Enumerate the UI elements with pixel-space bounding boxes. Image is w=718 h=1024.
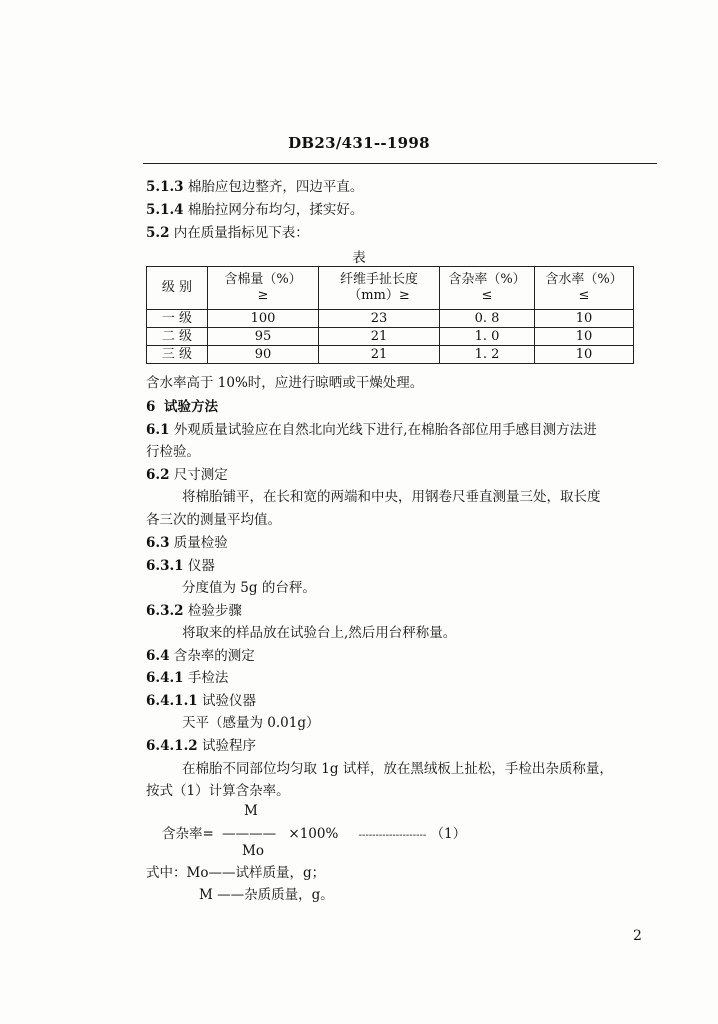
document-code: DB23/431--1998 [288, 134, 430, 152]
where-line-2: M ——杂质质量，g。 [199, 887, 334, 903]
clause-5-1-4 [146, 201, 363, 219]
clause-6-4-1: 6.4.1 手检法 [146, 670, 229, 686]
cell-grade: 一 级 [147, 310, 208, 328]
header-fiber-length: 纤维手扯长度 （mm）≥ [319, 267, 440, 310]
moisture-note: 含水率高于 10%时，应进行晾晒或干燥处理。 [146, 375, 424, 391]
cell-impurity: 1. 2 [440, 346, 535, 364]
where-line-1: 式中：Mo——试样质量，g； [146, 865, 326, 881]
clause-5-2 [146, 224, 309, 242]
clause-6-3-1: 6.3.1 仪器 [146, 558, 215, 574]
clause-6-1: 6.1 外观质量试验应在自然北向光线下进行,在棉胎各部位用手感目测方法进 [146, 422, 597, 438]
cell-length: 21 [319, 346, 440, 364]
header-moisture: 含水率（%） ≤ [535, 267, 634, 310]
cell-cotton: 100 [208, 310, 319, 328]
fraction-bar: ———— [222, 826, 277, 842]
header-cotton-content: 含棉量（%） ≥ [208, 267, 319, 310]
clause-text: 内在质量指标见下表： [173, 225, 309, 241]
cell-length: 21 [319, 328, 440, 346]
clause-6-4-1-2: 6.4.1.2 试验程序 [146, 738, 256, 754]
clause-6-2-text: 将棉胎铺平，在长和宽的两端和中央，用钢卷尺垂直测量三处，取长度 [182, 489, 601, 505]
formula-multiplier: ×100% [288, 826, 339, 842]
section-6: 6 试验方法 [146, 399, 218, 415]
clause-text: 棉胎拉网分布均匀，揉实好。 [187, 202, 364, 218]
cell-grade: 二 级 [147, 328, 208, 346]
clause-number: 5.2 [146, 225, 170, 241]
page-number: 2 [633, 928, 642, 944]
cell-grade: 三 级 [147, 346, 208, 364]
equation-number: （1） [430, 826, 467, 842]
table-row [147, 328, 634, 346]
clause-6-4-1-1-text: 天平（感量为 0.01g） [182, 715, 320, 731]
table-row [147, 310, 634, 328]
cell-moisture: 10 [535, 328, 634, 346]
clause-6-3-2: 6.3.2 检验步骤 [146, 603, 242, 619]
table-header-row [147, 267, 634, 310]
table-row [147, 346, 634, 364]
header-impurity: 含杂率（%） ≤ [440, 267, 535, 310]
clause-6-2: 6.2 尺寸测定 [146, 467, 228, 483]
clause-6-3-1-text: 分度值为 5g 的台秤。 [182, 580, 316, 596]
clause-6-4: 6.4 含杂率的测定 [146, 648, 255, 664]
cell-moisture: 10 [535, 310, 634, 328]
header-grade: 级 别 [147, 267, 208, 310]
clause-number: 5.1.3 [146, 179, 184, 195]
clause-number: 5.1.4 [146, 202, 184, 218]
table-caption: 表 [352, 250, 366, 266]
quality-index-table [146, 266, 634, 364]
cell-cotton: 95 [208, 328, 319, 346]
formula-denominator: Mo [242, 843, 264, 859]
formula-lhs: 含杂率= [162, 826, 214, 842]
formula-numerator: M [244, 803, 258, 819]
clause-6-3: 6.3 质量检验 [146, 535, 228, 551]
cell-length: 23 [319, 310, 440, 328]
formula-dots: -------------------- [358, 830, 427, 841]
clause-6-1-cont: 行检验。 [146, 444, 200, 460]
clause-6-4-1-1: 6.4.1.1 试验仪器 [146, 693, 256, 709]
cell-cotton: 90 [208, 346, 319, 364]
formula-line [162, 822, 466, 842]
clause-6-4-1-2-cont: 按式（1）计算含杂率。 [146, 783, 290, 799]
cell-moisture: 10 [535, 346, 634, 364]
clause-5-1-3 [146, 178, 363, 196]
clause-text: 棉胎应包边整齐，四边平直。 [187, 179, 364, 195]
cell-impurity: 1. 0 [440, 328, 535, 346]
clause-6-3-2-text: 将取来的样品放在试验台上,然后用台秤称量。 [182, 625, 457, 641]
clause-6-2-cont: 各三次的测量平均值。 [146, 512, 281, 528]
cell-impurity: 0. 8 [440, 310, 535, 328]
header-rule [143, 163, 657, 164]
clause-6-4-1-2-text: 在棉胎不同部位均匀取 1g 试样，放在黑绒板上扯松，手检出杂质称量， [182, 761, 613, 777]
